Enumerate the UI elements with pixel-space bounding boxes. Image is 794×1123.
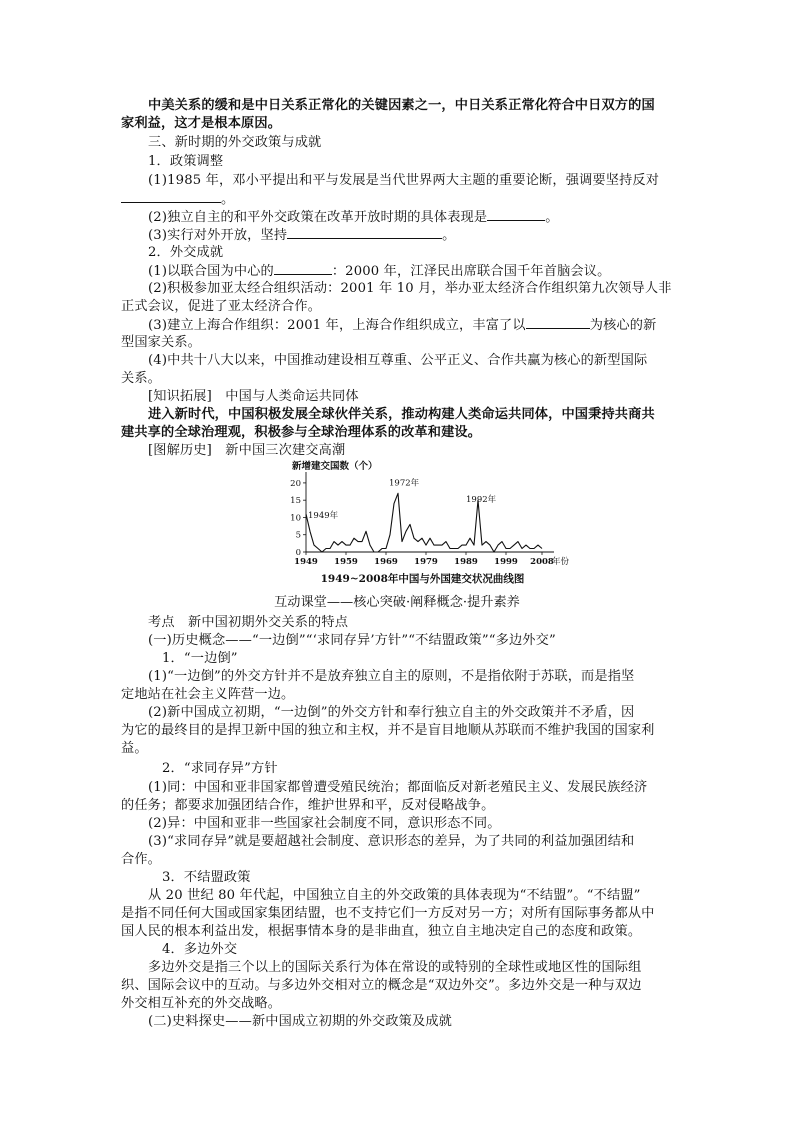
subheading-non-alignment: 3．不结盟政策 bbox=[162, 870, 251, 885]
y-tick-label: 20 bbox=[290, 478, 301, 489]
y-tick-label: 5 bbox=[295, 530, 301, 541]
chart-title: 新增建交国数（个） bbox=[292, 461, 378, 472]
text-line-19: 建共享的全球治理观，积极参与全球治理体系的改革和建设。 bbox=[121, 425, 482, 440]
text-line-15: (4)中共十八大以来，中国推动建设相互尊重、公平正义、合作共赢为核心的新型国际 bbox=[148, 353, 648, 368]
text-line-b14: 合作。 bbox=[121, 852, 162, 867]
text-line-b11: 的任务；都要求加强团结合作，维护世界和平，反对侵略战争。 bbox=[121, 798, 495, 813]
text-line-b16: 从 20 世纪 80 年代起，中国独立自主的外交政策的具体表现为“不结盟”。“不结盟” bbox=[148, 888, 641, 903]
text-line-b17: 是指不同任何大国或国家集团结盟，也不支持它们一方反对另一方；对所有国际事务都从中 bbox=[121, 906, 655, 921]
text-line-2: 家利益，这才是根本原因。 bbox=[121, 116, 282, 131]
text-line-6: 。 bbox=[121, 190, 651, 208]
illustrated-history-heading: [图解历史] 新中国三次建交高潮 bbox=[148, 443, 346, 458]
text-line-5: (1)1985 年，邓小平提出和平与发展是当代世界两大主题的重要论断，强调要坚持反对 bbox=[148, 173, 660, 188]
peak-annotation: 1949年 bbox=[308, 511, 339, 521]
section-heading-3: 三、新时期的外交政策与成就 bbox=[148, 135, 322, 150]
section-banner: 互动课堂——核心突破·阐释概念·提升素养 bbox=[274, 595, 520, 610]
fill-blank[interactable] bbox=[274, 262, 332, 275]
y-tick-label: 0 bbox=[295, 548, 301, 558]
text-line-18: 进入新时代，中国积极发展全球伙伴关系，推动构建人类命运共同体，中国秉持共商共 bbox=[148, 407, 655, 422]
text-line-b22: 外交相互补充的外交战略。 bbox=[121, 996, 282, 1011]
x-tick-label: 2008 bbox=[530, 557, 554, 567]
topic-heading: 考点 新中国初期外交关系的特点 bbox=[148, 615, 349, 630]
text-line-b21: 织、国际会议中的互动。与多边外交相对立的概念是“双边外交”。多边外交是一种与双边 bbox=[121, 978, 642, 993]
subheading-policy: 1．政策调整 bbox=[148, 154, 224, 169]
subheading-seek-common-ground: 2．“求同存异”方针 bbox=[162, 761, 278, 776]
y-tick-label: 15 bbox=[290, 496, 301, 507]
text-line-16: 关系。 bbox=[121, 371, 162, 386]
text-line-b23: (二)史料探史——新中国成立初期的外交政策及成就 bbox=[148, 1014, 453, 1029]
x-tick-label: 1979 bbox=[414, 557, 438, 567]
text-line-b5: 定地站在社会主义阵营一边。 bbox=[121, 687, 295, 702]
y-tick-label: 10 bbox=[290, 513, 301, 524]
text-line-b4: (1)“一边倒”的外交方针并不是放弃独立自主的原则，不是指依附于苏联，而是指坚 bbox=[148, 669, 635, 684]
x-tick-label: 1969 bbox=[374, 557, 398, 567]
text-line-10: (1)以联合国为中心的 ：2000 年，江泽民出席联合国千年首脑会议。 bbox=[148, 264, 611, 279]
peak-annotation: 1992年 bbox=[466, 495, 497, 506]
text-line-b2: (一)历史概念——“一边倒”“‘求同存异’方针”“不结盟政策”“多边外交” bbox=[148, 633, 556, 648]
text-line-b8: 益。 bbox=[121, 741, 148, 756]
text-line-8: (3)实行对外开放，坚持 。 bbox=[148, 228, 456, 243]
series-line bbox=[306, 493, 542, 552]
x-tick-label: 1959 bbox=[334, 557, 358, 567]
text-line-b18: 国人民的根本利益出发，根据事情本身的是非曲直，独立自主地决定自己的态度和政策。 bbox=[121, 924, 642, 939]
text-line-b13: (3)“求同存异”就是要超越社会制度、意识形态的差异，为了共同的利益加强团结和 bbox=[148, 834, 635, 849]
text-line-b7: 为它的最终目的是捍卫新中国的独立和主权，并不是盲目地顺从苏联而不维护我国的国家利 bbox=[121, 723, 655, 738]
text-line-b10: (1)同：中国和亚非国家都曾遭受殖民统治；都面临反对新老殖民主义、发展民族经济 bbox=[148, 780, 648, 795]
text-line-7: (2)独立自主的和平外交政策在改革开放时期的具体表现是 。 bbox=[148, 210, 559, 225]
text-line-13: (3)建立上海合作组织：2001 年，上海合作组织成立，丰富了以 为核心的新 bbox=[148, 318, 657, 333]
x-tick-label: 1949 bbox=[294, 557, 318, 567]
fill-blank[interactable] bbox=[487, 208, 545, 221]
peak-annotation: 1972年 bbox=[389, 478, 420, 489]
x-axis-label: 年份 bbox=[552, 557, 570, 567]
diplomacy-line-chart bbox=[280, 460, 570, 585]
subheading-achievements: 2．外交成就 bbox=[148, 245, 224, 260]
knowledge-extension-heading: [知识拓展] 中国与人类命运共同体 bbox=[148, 389, 359, 404]
x-tick-label: 1999 bbox=[494, 557, 518, 567]
subheading-multilateral: 4．多边外交 bbox=[162, 942, 238, 957]
fill-blank[interactable] bbox=[526, 316, 590, 329]
fill-blank[interactable] bbox=[121, 190, 221, 203]
subheading-lean-one-side: 1．“一边倒” bbox=[162, 651, 238, 666]
text-line-b12: (2)异：中国和亚非一些国家社会制度不同，意识形态不同。 bbox=[148, 816, 501, 831]
x-tick-label: 1989 bbox=[454, 557, 478, 567]
text-line-b20: 多边外交是指三个以上的国际关系行为体在常设的或特别的全球性或地区性的国际组 bbox=[148, 960, 642, 975]
text-line-1: 中美关系的缓和是中日关系正常化的关键因素之一，中日关系正常化符合中日双方的国 bbox=[148, 98, 655, 113]
text-line-b6: (2)新中国成立初期，“一边倒”的外交方针和奉行独立自主的外交政策并不矛盾，因 bbox=[148, 705, 635, 720]
text-line-14: 型国家关系。 bbox=[121, 335, 202, 350]
text-line-11: (2)积极参加亚太经合组织活动：2001 年 10 月，举办亚太经济合作组织第九次领导人非 bbox=[148, 281, 672, 296]
fill-blank[interactable] bbox=[287, 226, 442, 239]
text-line-12: 正式会议，促进了亚太经济合作。 bbox=[121, 299, 322, 314]
chart-caption: 1949~2008年中国与外国建交状况曲线图 bbox=[320, 573, 525, 585]
